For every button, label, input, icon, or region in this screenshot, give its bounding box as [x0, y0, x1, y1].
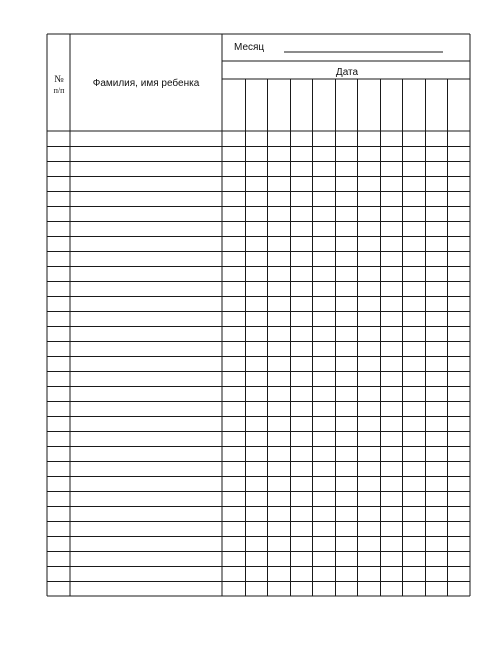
table-grid [47, 34, 470, 596]
month-label: Месяц [234, 42, 265, 53]
number-column-header-abbrev: п/п [53, 86, 65, 95]
name-column-header: Фамилия, имя ребенка [92, 78, 200, 89]
date-group-header: Дата [335, 67, 359, 78]
number-column-header-symbol: № [54, 74, 64, 85]
